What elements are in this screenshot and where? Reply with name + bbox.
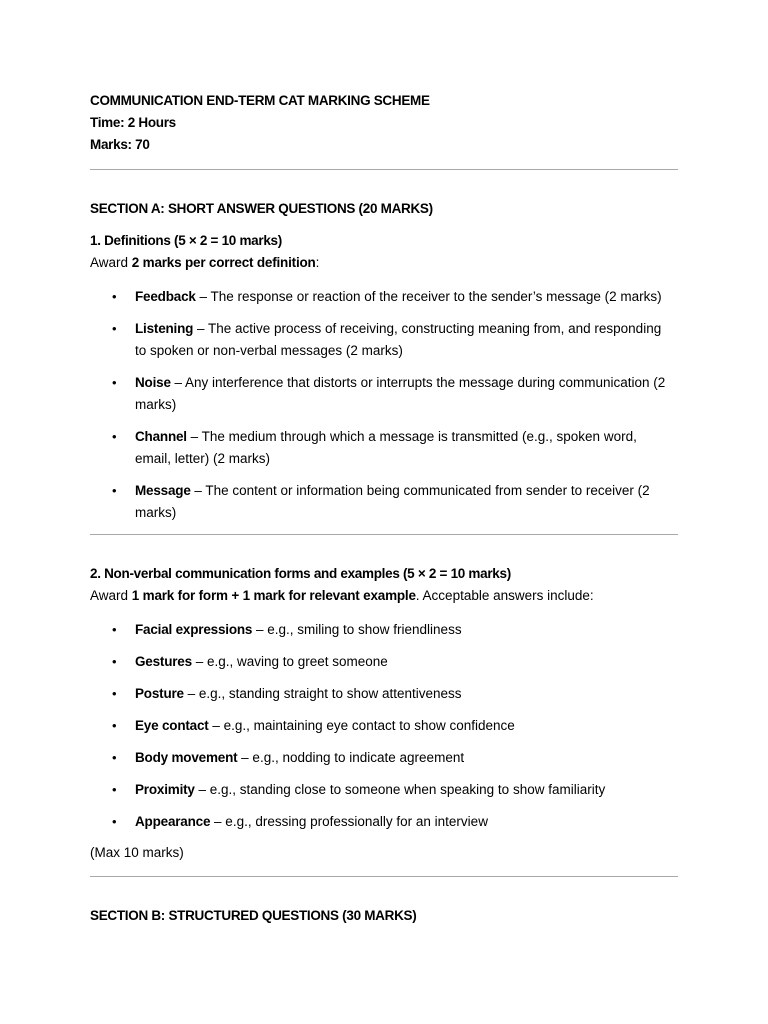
award-emphasis: 2 marks per correct definition [131, 255, 316, 270]
definition: – The response or reaction of the receiver to the sender’s message (2 marks) [195, 289, 662, 304]
list-item-text [135, 651, 670, 673]
award-emphasis: 1 mark for form + 1 mark for relevant example [131, 588, 416, 603]
term: Gestures [135, 654, 192, 669]
list-item-text [135, 747, 670, 769]
term: Listening [135, 321, 194, 336]
bullet-icon: • [112, 686, 117, 701]
award-suffix: . Acceptable answers include: [415, 588, 594, 603]
question-1-heading: 1. Definitions (5 × 2 = 10 marks) [90, 233, 282, 248]
term: Facial expressions [135, 622, 253, 637]
example: – e.g., waving to greet someone [191, 654, 388, 669]
question-2-award-note [90, 588, 594, 603]
time-allowed: Time: 2 Hours [90, 115, 176, 130]
divider [90, 876, 678, 877]
award-prefix: Award [90, 588, 132, 603]
term: Eye contact [135, 718, 209, 733]
term: Feedback [135, 289, 196, 304]
award-suffix: : [315, 255, 320, 270]
example: – e.g., standing close to someone when speaking to show familiarity [194, 782, 606, 797]
example: – e.g., maintaining eye contact to show confidence [208, 718, 515, 733]
term: Appearance [135, 814, 211, 829]
list-item-text [135, 426, 670, 470]
bullet-icon: • [112, 622, 117, 637]
term: Proximity [135, 782, 195, 797]
bullet-icon: • [112, 289, 117, 304]
bullet-icon: • [112, 321, 117, 336]
divider [90, 534, 678, 535]
bullet-icon: • [112, 375, 117, 390]
definition: – Any interference that distorts or interrupts the message during communication (2 marks) [135, 375, 666, 412]
list-item-text [135, 683, 670, 705]
list-item-text [135, 715, 670, 737]
list-item-text [135, 811, 670, 833]
term: Message [135, 483, 191, 498]
list-item-text [135, 480, 670, 524]
example: – e.g., standing straight to show attentiveness [183, 686, 462, 701]
bullet-icon: • [112, 782, 117, 797]
bullet-icon: • [112, 718, 117, 733]
list-item-text [135, 318, 670, 362]
definition: – The medium through which a message is transmitted (e.g., spoken word, email, letter) (2 marks) [135, 429, 637, 466]
list-item-text [135, 372, 670, 416]
question-2-heading: 2. Non-verbal communication forms and examples (5 × 2 = 10 marks) [90, 566, 511, 581]
max-marks-note: (Max 10 marks) [90, 845, 184, 860]
total-marks: Marks: 70 [90, 137, 150, 152]
document-title: COMMUNICATION END-TERM CAT MARKING SCHEME [90, 93, 430, 108]
example: – e.g., smiling to show friendliness [252, 622, 462, 637]
term: Noise [135, 375, 171, 390]
definition: – The active process of receiving, constructing meaning from, and responding to spoken or non-verbal messages (2 marks) [135, 321, 662, 358]
list-item-text [135, 779, 670, 801]
example: – e.g., nodding to indicate agreement [237, 750, 465, 765]
bullet-icon: • [112, 654, 117, 669]
term: Channel [135, 429, 187, 444]
section-a-heading: SECTION A: SHORT ANSWER QUESTIONS (20 MARKS) [90, 201, 433, 216]
bullet-icon: • [112, 483, 117, 498]
bullet-icon: • [112, 429, 117, 444]
question-1-award-note [90, 255, 319, 270]
bullet-icon: • [112, 814, 117, 829]
term: Body movement [135, 750, 238, 765]
divider [90, 169, 678, 170]
list-item-text [135, 286, 670, 308]
award-prefix: Award [90, 255, 132, 270]
term: Posture [135, 686, 184, 701]
section-b-heading: SECTION B: STRUCTURED QUESTIONS (30 MARKS) [90, 908, 417, 923]
example: – e.g., dressing professionally for an interview [210, 814, 488, 829]
definition: – The content or information being communicated from sender to receiver (2 marks) [135, 483, 650, 520]
list-item-text [135, 619, 670, 641]
bullet-icon: • [112, 750, 117, 765]
